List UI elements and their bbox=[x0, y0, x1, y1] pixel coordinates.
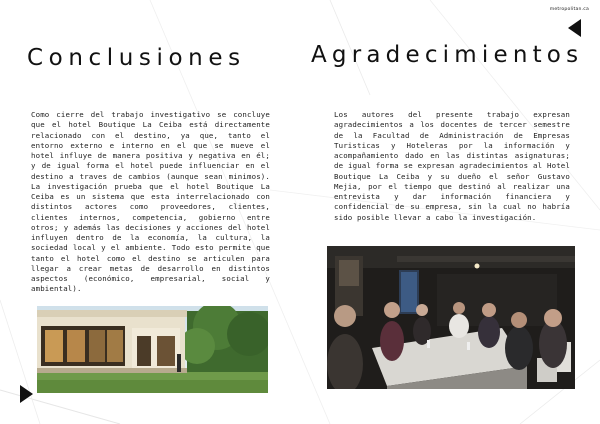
page-title-agradecimientos: Agradecimientos bbox=[311, 42, 584, 68]
agradecimientos-paragraph: Los autores del presente trabajo expresan agradecimientos a los docentes de tercer semestre de la Facultad de Administración de Empresas Turisticas y Hoteleras por la información y acompañamiento dado en las distintas asignaturas; de igual forma se expresan agradecimientos al Hotel Boutique La Ceiba y su dueño el señor Gustavo Mejia, por el tiempo que destinó al realizar una entrevista y dar información financiera y confidencial de su empresa, sin la cual no habría sido posible llevar a cabo la investigación. bbox=[334, 110, 570, 222]
triangle-right-icon[interactable] bbox=[19, 384, 35, 404]
brand-label: metropolitan.ca bbox=[549, 7, 589, 12]
hotel-photo bbox=[37, 306, 268, 393]
page-title-conclusiones: Conclusiones bbox=[27, 45, 246, 71]
triangle-left-icon[interactable] bbox=[567, 18, 583, 38]
conclusiones-paragraph: Como cierre del trabajo investigativo se concluye que el hotel Boutique La Ceiba está directamente relacionado con el destino, ya que, tanto el entorno externo e interno en el que se mueve el hotel influye de manera positiva y negativa en él; y de igual forma el hotel puede influenciar en el destino a traves de cambios (aunque sean minimos). La investigación prueba que el hotel Boutique La Ceiba es un sistema que esta interrelacionado con distintos actores como proveedores, clientes, clientes internos, competencia, gobierno entre otros; y además las decisiones y acciones del hotel influyen dentro de la economía, la cultura, la sociedad local y el ambiente. Todo esto permite que tanto el hotel como el destino se articulen para llegar a crear metas de desarrollo en distintos aspectos (económico, empresarial, social y ambiental). bbox=[31, 110, 270, 294]
group-photo bbox=[327, 246, 575, 389]
